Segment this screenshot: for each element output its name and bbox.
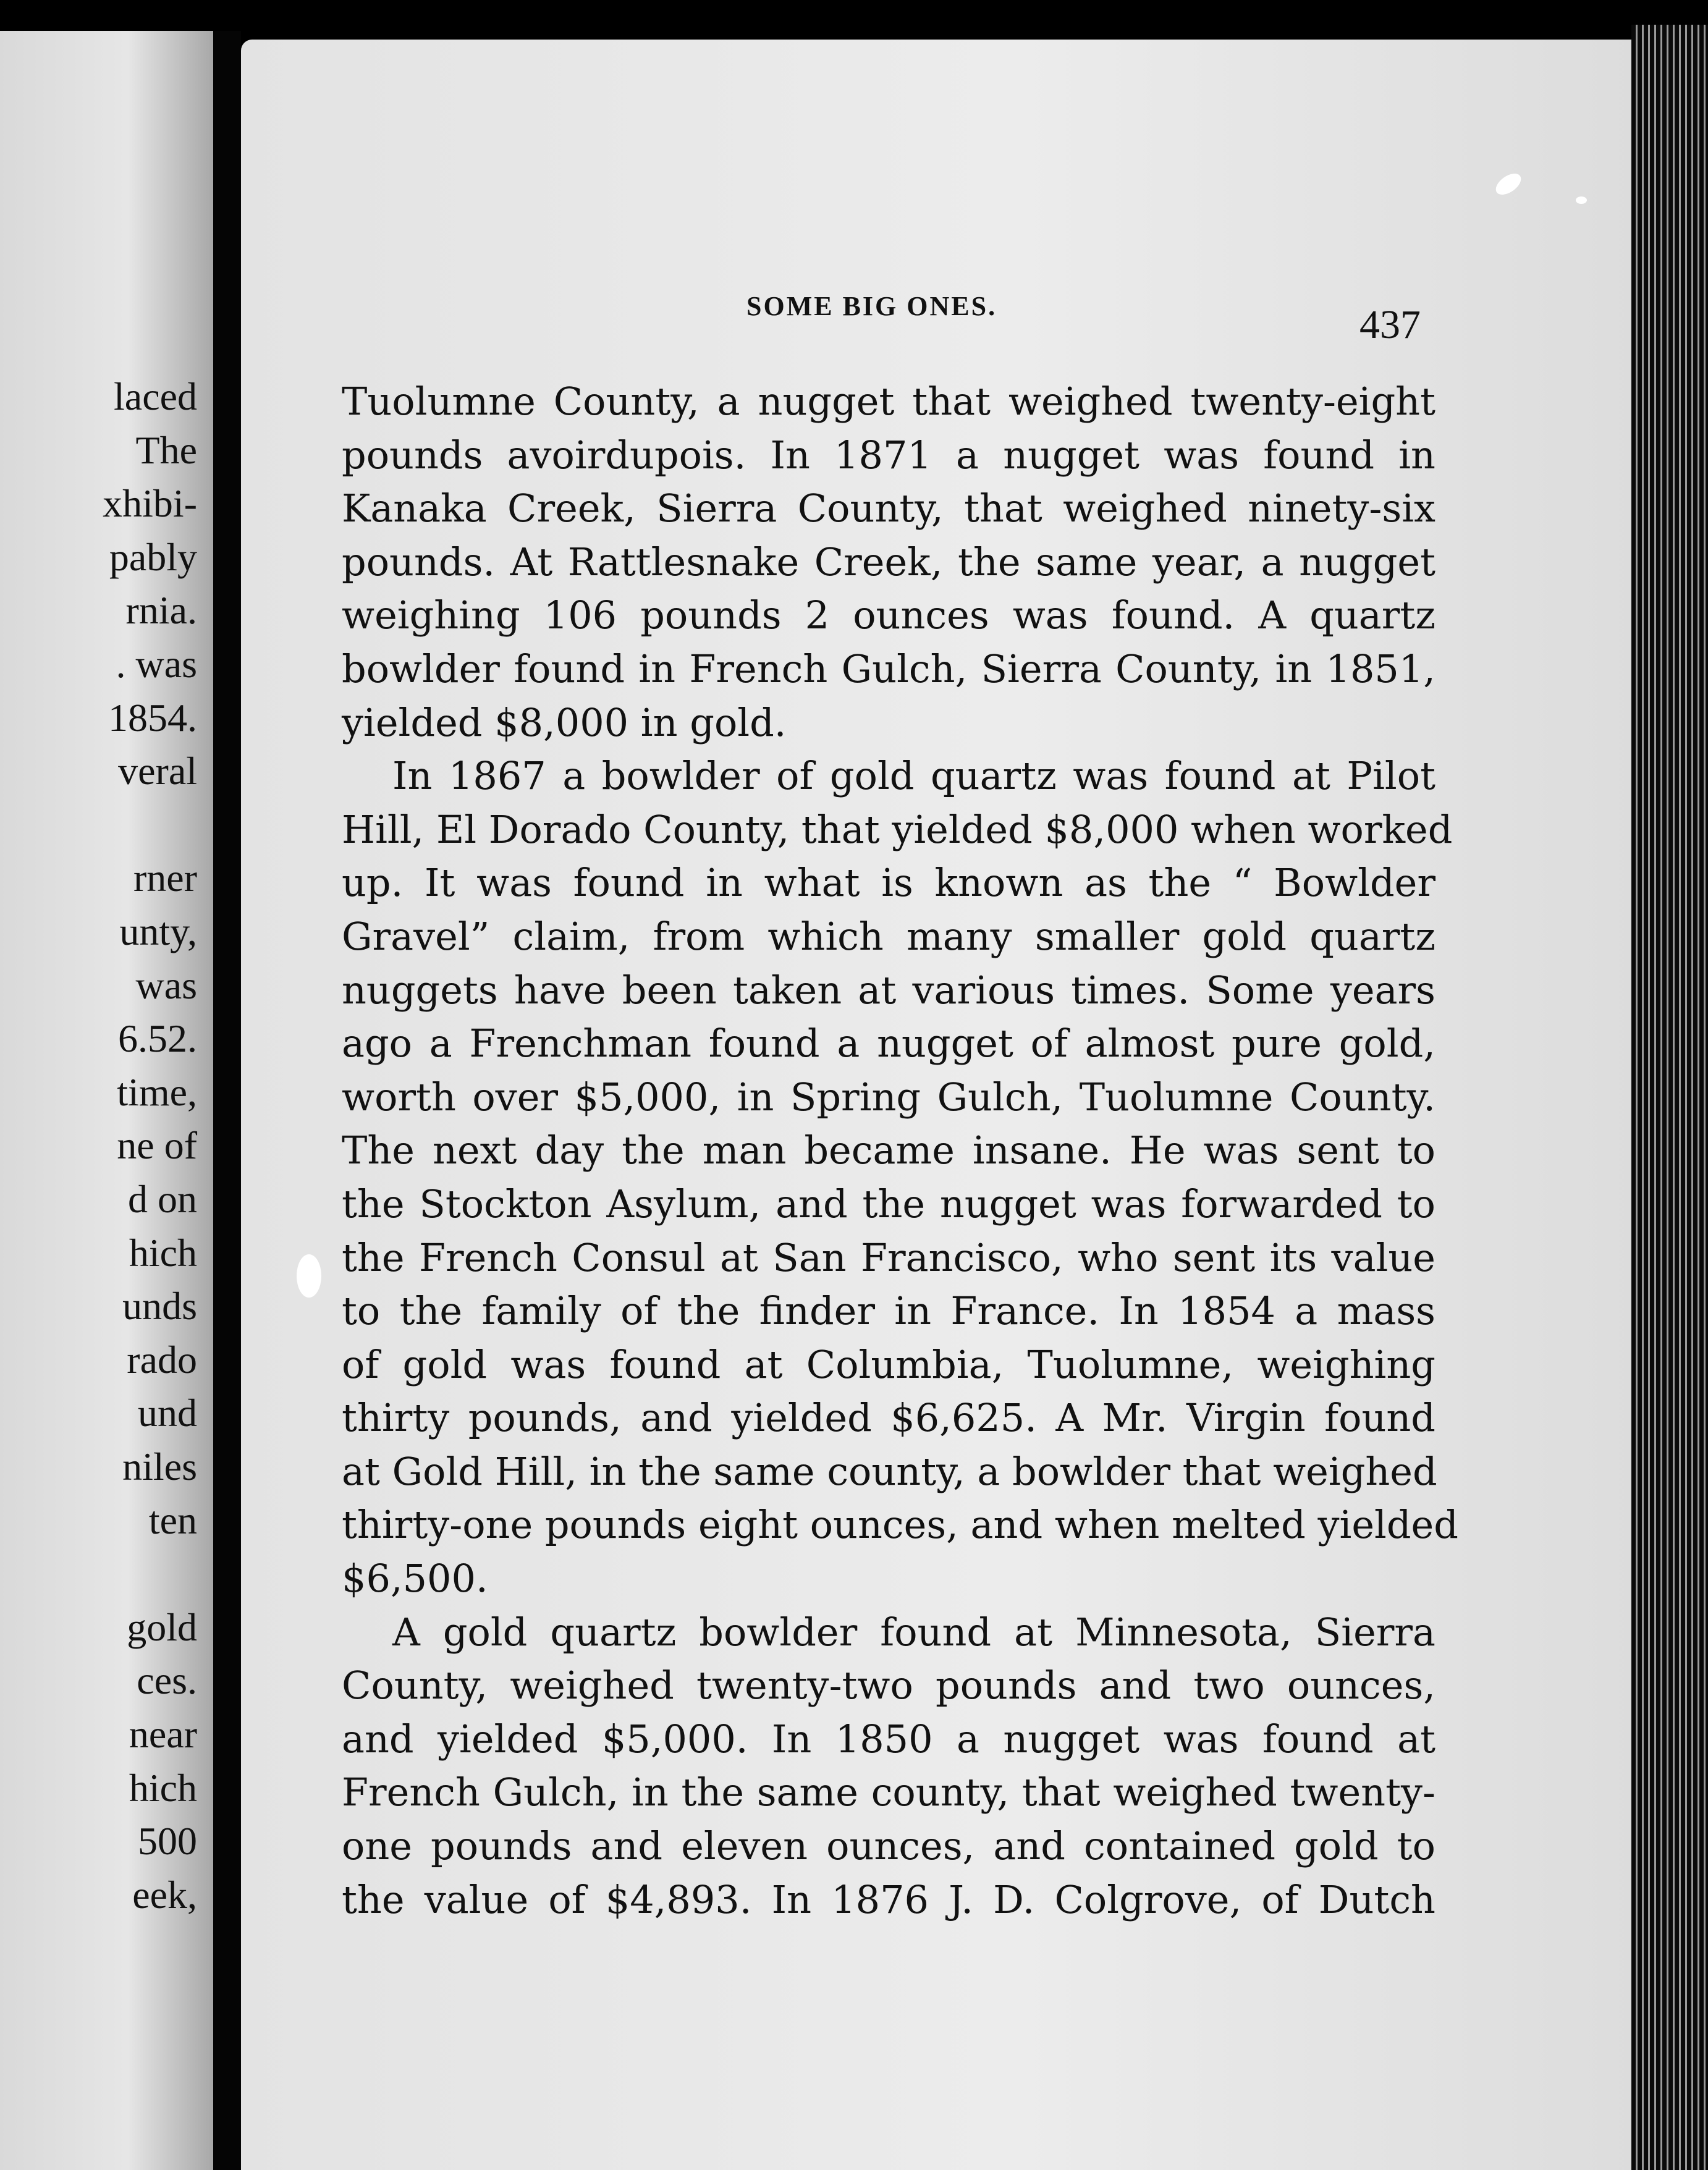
left-page-line: time, <box>117 1070 197 1114</box>
left-page-line: ces. <box>137 1658 197 1702</box>
page-edges <box>1631 25 1708 2170</box>
text-line: $6,500. <box>342 1556 488 1602</box>
left-page-line: hich <box>129 1231 197 1275</box>
paragraph-start-line: In 1867 a bowlder of gold quartz was found at Pilot <box>392 753 1435 799</box>
paper-speck <box>1576 196 1587 204</box>
left-page-line: rado <box>127 1338 197 1382</box>
left-page-line: gold <box>127 1605 197 1649</box>
book-gutter <box>213 31 241 2170</box>
running-head: SOME BIG ONES. <box>746 291 997 321</box>
text-line: The next day the man became insane. He was sent to <box>342 1128 1435 1173</box>
left-page-line: veral <box>118 749 197 793</box>
left-page-line: ten <box>148 1498 197 1542</box>
left-page-line: . was <box>116 642 197 686</box>
left-page-line: rnia. <box>125 588 197 632</box>
text-line: to the family of the finder in France. In 1854 a mass <box>342 1288 1435 1334</box>
text-line: the French Consul at San Francisco, who sent its value <box>342 1235 1435 1280</box>
text-line: at Gold Hill, in the same county, a bowlder that weighed <box>342 1448 1437 1494</box>
left-page-line: rner <box>133 856 197 900</box>
left-page-line: 500 <box>138 1819 197 1863</box>
text-line: pounds. At Rattlesnake Creek, the same year, a nugget <box>342 539 1435 585</box>
text-line: ago a Frenchman found a nugget of almost pure gold, <box>342 1021 1435 1066</box>
left-page-line: xhibi- <box>103 481 197 525</box>
left-page-line: unds <box>122 1284 197 1328</box>
left-page-line: 1854. <box>108 696 197 740</box>
text-line: County, weighed twenty-two pounds and two ounces, <box>342 1663 1435 1708</box>
text-line: bowlder found in French Gulch, Sierra County, in 1851, <box>342 646 1435 691</box>
page-number: 437 <box>1359 302 1421 347</box>
paragraph-start-line: A gold quartz bowlder found at Minnesota, Sierra <box>392 1609 1435 1655</box>
left-page-line: und <box>138 1391 197 1435</box>
text-line: worth over $5,000, in Spring Gulch, Tuolumne County. <box>342 1074 1435 1120</box>
text-line: the Stockton Asylum, and the nugget was forwarded to <box>342 1181 1435 1226</box>
paper-speck <box>297 1254 321 1298</box>
left-page-line: was <box>135 963 197 1007</box>
left-page-line: ne of <box>117 1123 197 1167</box>
text-line: and yielded $5,000. In 1850 a nugget was found at <box>342 1716 1435 1762</box>
text-line: thirty-one pounds eight ounces, and when melted yielded <box>342 1502 1458 1548</box>
left-page-line: unty, <box>119 910 197 953</box>
text-line: pounds avoirdupois. In 1871 a nugget was found in <box>342 432 1435 478</box>
text-line: Kanaka Creek, Sierra County, that weighed ninety-six <box>342 486 1435 531</box>
body-text <box>342 375 1458 1927</box>
left-page-line: near <box>129 1712 197 1756</box>
text-line: nuggets have been taken at various times. Some years <box>342 967 1435 1013</box>
text-line: the value of $4,893. In 1876 J. D. Colgrove, of Dutch <box>342 1877 1435 1922</box>
left-page-line: laced <box>114 374 197 418</box>
text-line: of gold was found at Columbia, Tuolumne, weighing <box>342 1341 1435 1387</box>
text-line: weighing 106 pounds 2 ounces was found. A quartz <box>342 593 1435 638</box>
text-line: Gravel” claim, from which many smaller gold quartz <box>342 913 1435 959</box>
left-page-line: d on <box>128 1177 197 1221</box>
text-line: up. It was found in what is known as the “ Bowlder <box>342 860 1435 906</box>
left-page-line: The <box>135 428 197 472</box>
text-line: Hill, El Dorado County, that yielded $8,000 when worked <box>342 806 1453 852</box>
left-page-line: pably <box>109 535 197 579</box>
text-line: one pounds and eleven ounces, and contained gold to <box>342 1823 1435 1869</box>
left-page-line: eek, <box>132 1873 197 1917</box>
left-page-line: 6.52. <box>118 1016 197 1060</box>
text-line: Tuolumne County, a nugget that weighed twenty-eight <box>342 379 1435 424</box>
left-page-fragment <box>0 31 213 2170</box>
text-line: thirty pounds, and yielded $6,625. A Mr. Virgin found <box>342 1395 1435 1441</box>
text-line: yielded $8,000 in gold. <box>342 699 787 745</box>
left-page-line: niles <box>122 1445 197 1488</box>
text-line: French Gulch, in the same county, that weighed twenty- <box>342 1770 1435 1815</box>
left-page-line: hich <box>129 1766 197 1810</box>
